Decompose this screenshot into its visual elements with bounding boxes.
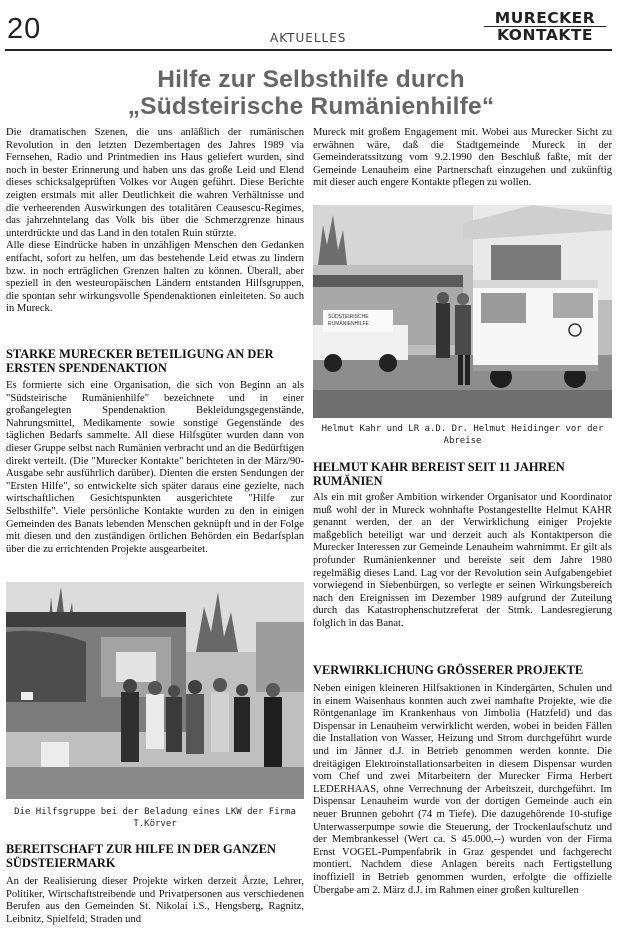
svg-text:SÜDSTEIRISCHE: SÜDSTEIRISCHE [328, 314, 369, 320]
intro-right-column: Mureck mit großem Engagement mit. Wobei aus Murecker Sicht zu erwähnen wäre, daß die Stadtgemeinde Mureck in der Gemeinderatssitzung vom 9.2.1990 den Beschluß faßte, mit der Gemeinde Lenauheim eine Partnerschaft einzugehen und zukünftig mit dieser auch engere Kontakte pflegen zu wollen. [313, 127, 612, 189]
photo2-caption: Die Hilfsgruppe bei der Beladung eines LKW der Firma T.Körver [14, 807, 296, 829]
magazine-logo [484, 10, 606, 43]
header-rule [5, 49, 612, 51]
photo1-caption: Helmut Kahr und LR a.D. Dr. Helmut Heidinger vor der Abreise [321, 424, 604, 446]
section4-heading: BEREITSCHAFT ZUR HILFE IN DER GANZEN SÜDSTEIERMARK [6, 842, 277, 870]
intro-paragraph-1: Die dramatischen Szenen, die uns anläßlich der rumänischen Revolution in den letzten Dezembertagen des Jahres 1989 via Fernsehen, Radio und Printmedien ins Haus geliefert wurden, sind noch in bester Erinnerung und haben uns das große Leid und Elend dieses schicksalgeprüften Volkes vor Augen geführt. Diese Berichte zeigten erstmals mit aller Deutlichkeit die wahren Verhältnisse und die verheerenden Auswirkungen des totalitären Ceausescu-Regimes, das jahrzehntelang das Volk bis über die Schmerzgrenze hinaus unterdrückte und das Land in den totalen Ruin stürzte. [6, 127, 304, 239]
logo-line2: KONTAKTE [484, 26, 606, 43]
svg-text:RUMÄNIENHILFE: RUMÄNIENHILFE [328, 321, 369, 327]
section-label: AKTUELLES [270, 31, 347, 45]
intro-left-column [6, 127, 304, 316]
photo-trucks-departure [313, 205, 612, 418]
photo-trucks-image [313, 205, 612, 418]
intro-paragraph-2: Alle diese Eindrücke haben in unzähligen Menschen den Gedanken entfacht, sofort zu helfen, um das bestehende Leid etwas zu lindern bzw. in noch erträglichen Grenzen halten zu können. Überall, aber speziell in den westeuropäischen Ländern entstanden Hilfsgruppen, die spontan sehr wirkungsvolle Spendenaktionen einleiteten. So auch in Mureck. [6, 240, 304, 315]
section3-heading: VERWIRKLICHUNG GRÖSSERER PROJEKTE [313, 663, 584, 677]
section4-text: An der Realisierung dieser Projekte wirken derzeit Ärzte, Lehrer, Politiker, Wirtschaftstreibende und Privatpersonen aus verschiedenen Berufen aus den Gemeinden St. Nikolai i.S., Hengsberg, Ragnitz, Leibnitz, Spielfeld, Straden und [6, 876, 304, 925]
logo-line1: MURECKER [494, 9, 596, 27]
article-title-line2: „Südsteirische Rumänienhilfe“ [127, 93, 495, 120]
section1-heading: STARKE MURECKER BETEILIGUNG AN DER ERSTEN SPENDENAKTION [6, 347, 274, 375]
section1-text: Es formierte sich eine Organisation, die sich von Beginn an als "Südsteirische Rumänienhilfe" bezeichnete und in einer großangelegten Spendenaktion Bekleidungsgegenstände, Nahrungsmittel, Medikamente sowie sonstige Gegenstände des täglichen Bedarfs sammelte. All diese Hilfsgüter wurden dann von dieser Gruppe selbst nach Rumänien verbracht und an die Bedürftigen direkt verteilt. (Die "Murecker Kontakte" berichteten in der März/90-Ausgabe sehr ausführlich darüber). Dienten die ersten Sendungen der "Ersten Hilfe", so entwickelte sich später daraus eine gezielte, nach wirtschaftlichen Gesichtspunkten ausgerichtete "Hilfe zur Selbsthilfe". Viele persönliche Kontakte wurden zu den in einigen Gemeinden des Banats lebenden Menschen geknüpft und in der Folge mit diesen und den zuständigen örtlichen Behörden ein Bedarfsplan über die zu errichtenden Projekte ausgearbeitet. [6, 380, 305, 555]
photo-loading-image [6, 582, 304, 799]
section2-heading: HELMUT KAHR BEREIST SEIT 11 JAHREN RUMÄNIEN [313, 460, 565, 488]
article-title-line1: Hilfe zur Selbsthilfe durch [157, 66, 465, 93]
section3-text: Neben einigen kleineren Hilfsaktionen in Kindergärten, Schulen und in einem Waisenhaus konnten auch zwei namhafte Projekte, wie die Röntgenanlage im Krankenhaus von Jimbolia (Hatzfeld) und das Dispensar in Lenauheim verwirklicht werden, wobei in beiden Fällen die Installation von Wasser, Heizung und Strom durchgeführt wurde und im Jänner d.J. in Betrieb genommen werden konnte. Die dreitägigen Elektroinstallationsarbeiten in diesem Dispensar wurden vom Chef und zwei Mitarbeitern der Murecker Firma Herbert LEDERHAAS, ohne Verrechnung der Arbeitszeit, durchgeführt. Im Dispensar Lenauheim wurde von der dortigen Gemeinde auch ein neuer Brunnen gebohrt (74 m Tiefe). Die dazugehörende 10-stufige Unterwasserpumpe sowie die Steuerung, der Trockenlaufschutz und der Membrankessel (Wert ca. S 45.000,--) wurden von der Firma Ernst VOGEL-Pumpenfabrik in Graz gespendet und fachgerecht montiert. Nachdem diese Anlagen bereits nach Fertigstellung inoffiziell in Betrieb genommen wurden, erfolgte die offizielle Übergabe am 2. März d.J. im Rahmen einer großen kulturellen [313, 683, 612, 896]
page-number: 20 [7, 13, 42, 45]
photo-loading-truck [6, 582, 304, 799]
section2-text: Als ein mit großer Ambition wirkender Organisator und Koordinator muß wohl der in Mureck wohnhafte Postangestellte Helmut KAHR genannt werden, der an der Verwirklichung einiger Projekte maßgeblich beteiligt war und derzeit auch als Kontaktperson die Murecker Interessen zur Gemeinde Lenauheim wahrnimmt. Er gilt als profunder Rumänienkenner und bereiste seit dem Jahre 1980 regelmäßig dieses Land. Lag vor der Revolution sein Aufgabengebiet vorwiegend in Siebenbürgen, so verlegte er seinen Wirkungsbereich nach den Ereignissen im Dezember 1989 aufgrund der Zuteilung durch das Katastrophenschutzreferat der Stmk. Landesregierung folglich in das Banat. [313, 492, 612, 629]
